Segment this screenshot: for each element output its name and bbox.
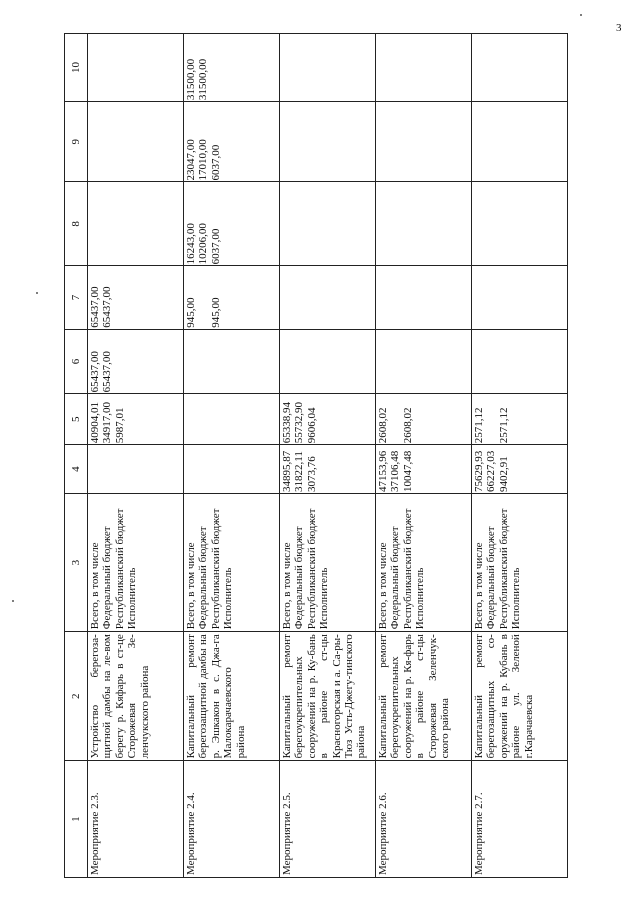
amount-cell-c8 (472, 182, 568, 266)
amount-value (402, 35, 414, 100)
amount-value (293, 183, 305, 264)
funding-sources (472, 493, 568, 631)
amount-value (281, 267, 293, 327)
amount-value (126, 331, 138, 393)
amount-value (402, 331, 414, 393)
amount-cell-c7 (376, 266, 472, 329)
amount-value: 31822,11 (293, 451, 306, 492)
amount-value: 2571,12 (473, 407, 485, 444)
amount-cell-c8 (376, 182, 472, 266)
column-number: 6 (65, 329, 88, 394)
funding-source-label: Республиканский бюджет (305, 508, 318, 630)
amount-value (293, 35, 305, 100)
measure-row (88, 34, 184, 878)
amount-value (126, 103, 138, 180)
amount-value: 2608,02 (377, 407, 389, 444)
amount-value (114, 331, 126, 393)
amount-cell-c8 (88, 182, 184, 266)
amount-value (185, 331, 197, 393)
funding-source-label: Исполнитель (318, 567, 331, 630)
amount-value (293, 103, 305, 180)
amount-value: 75629,93 (473, 450, 485, 492)
amount-value (293, 267, 305, 327)
amount-cell-c4 (280, 445, 376, 494)
amount-value: 34917,00 (101, 402, 114, 444)
column-number: 8 (65, 182, 88, 266)
amount-value: 5987,01 (113, 407, 126, 444)
amount-value (210, 446, 222, 492)
amount-value (473, 35, 485, 100)
amount-value (114, 446, 126, 492)
measure-name: Капитальный ремонт берегоукрепительных сооружений на р. Ку-бань в районе ст-цы Красногорская и а. Са-ры-Тюз Усть-Джегу-тинского района (280, 632, 376, 761)
amount-cell-c10 (376, 34, 472, 102)
amount-value (197, 267, 209, 327)
amount-cell-c6 (376, 329, 472, 394)
amount-value (510, 183, 522, 264)
amount-cell-c10 (280, 34, 376, 102)
amount-value (389, 267, 401, 327)
amount-cell-c5 (472, 394, 568, 445)
amount-value (222, 103, 234, 180)
amount-value (510, 103, 522, 180)
amount-value (281, 35, 293, 100)
amount-value: 65437,00 (89, 286, 101, 328)
funding-source-label: Федеральный бюджет (389, 526, 402, 630)
amount-value (485, 183, 497, 264)
column-number: 4 (65, 445, 88, 494)
amount-value (414, 395, 426, 443)
amount-cell-c4 (472, 445, 568, 494)
amount-value (377, 35, 389, 100)
amount-value (101, 446, 113, 492)
amount-value (126, 395, 138, 443)
amount-value: 34895,87 (281, 450, 293, 492)
amount-value (377, 183, 389, 264)
amount-cell-c6 (280, 329, 376, 394)
amount-value: 945,00 (209, 297, 222, 328)
amount-value (414, 331, 426, 393)
column-number: 2 (65, 632, 88, 761)
funding-sources (376, 493, 472, 631)
amount-cell-c10 (184, 34, 280, 102)
amount-value (89, 183, 101, 264)
amount-value (222, 35, 234, 100)
amount-value (222, 395, 234, 443)
column-number: 9 (65, 102, 88, 182)
amount-value (306, 103, 318, 180)
amount-value (210, 395, 222, 443)
funding-source-label: Всего, в том числе (473, 542, 485, 630)
amount-value (498, 35, 510, 100)
amount-value (414, 183, 426, 264)
measure-name: Устройство берегоза-щитной дамбы на ле-вом берегу р. Кяфарь в ст-це Сторожевая Зе-ленчукского района (88, 632, 184, 761)
funding-sources (88, 493, 184, 631)
amount-cell-c10 (88, 34, 184, 102)
measure-id: Мероприятие 2.5. (280, 761, 376, 878)
amount-value (126, 446, 138, 492)
amount-value (510, 35, 522, 100)
amount-cell-c9 (88, 102, 184, 182)
page-number: 3 (616, 22, 622, 34)
funding-source-label: Федеральный бюджет (293, 526, 306, 630)
amount-value (318, 446, 330, 492)
amount-value (473, 331, 485, 393)
funding-source-label: Федеральный бюджет (197, 526, 210, 630)
amount-value (485, 395, 497, 443)
amount-value (210, 35, 222, 100)
amount-value (414, 267, 426, 327)
amount-cell-c6 (472, 329, 568, 394)
amount-value (510, 331, 522, 393)
amount-value (293, 331, 305, 393)
amount-value (210, 331, 222, 393)
amount-cell-c4 (88, 445, 184, 494)
amount-value: 10047,48 (401, 450, 414, 492)
amount-cell-c8 (280, 182, 376, 266)
amount-value (197, 331, 209, 393)
amount-value (126, 183, 138, 264)
amount-value (318, 35, 330, 100)
amount-value (473, 103, 485, 180)
funding-source-label: Исполнитель (510, 567, 523, 630)
amount-value (318, 103, 330, 180)
amount-value (281, 183, 293, 264)
amount-value (185, 446, 197, 492)
amount-value (114, 103, 126, 180)
column-number: 5 (65, 394, 88, 445)
amount-value (414, 446, 426, 492)
amount-value: 47153,96 (377, 450, 389, 492)
amount-value (414, 35, 426, 100)
amount-value (485, 267, 497, 327)
amount-cell-c10 (472, 34, 568, 102)
amount-value (126, 35, 138, 100)
funding-source-label: Всего, в том числе (281, 542, 293, 630)
amount-cell-c7 (88, 266, 184, 329)
amount-cell-c9 (376, 102, 472, 182)
funding-source-label: Всего, в том числе (377, 542, 389, 630)
amount-value (222, 331, 234, 393)
amount-value: 40904,01 (89, 402, 101, 444)
funding-sources (184, 493, 280, 631)
amount-cell-c8 (184, 182, 280, 266)
amount-value (485, 103, 497, 180)
funding-source-label: Федеральный бюджет (101, 526, 114, 630)
amount-value (318, 267, 330, 327)
amount-value (281, 103, 293, 180)
amount-value (510, 395, 522, 443)
amount-value (101, 103, 113, 180)
amount-value: 31500,00 (197, 58, 210, 101)
amount-value (197, 395, 209, 443)
amount-value: 3073,76 (305, 456, 318, 492)
amount-value (281, 331, 293, 393)
amount-cell-c9 (280, 102, 376, 182)
amount-value (377, 331, 389, 393)
amount-value (89, 35, 101, 100)
amount-value (485, 35, 497, 100)
budget-table (64, 33, 568, 878)
amount-value: 9606,04 (305, 407, 318, 444)
amount-value: 2608,02 (401, 407, 414, 444)
amount-cell-c7 (184, 266, 280, 329)
amount-cell-c9 (184, 102, 280, 182)
funding-source-label: Республиканский бюджет (209, 508, 222, 630)
amount-value (89, 103, 101, 180)
amount-value: 65338,94 (281, 402, 293, 444)
funding-source-label: Республиканский бюджет (401, 508, 414, 630)
amount-value: 2571,12 (497, 407, 510, 444)
measure-row (184, 34, 280, 878)
amount-value: 55732,90 (293, 402, 306, 444)
amount-cell-c5 (280, 394, 376, 445)
amount-value (101, 183, 113, 264)
measure-row (280, 34, 376, 878)
scan-speck (12, 600, 14, 602)
amount-value (126, 267, 138, 327)
funding-source-label: Республиканский бюджет (113, 508, 126, 630)
amount-cell-c4 (184, 445, 280, 494)
amount-value: 66227,03 (485, 450, 498, 492)
funding-source-label: Всего, в том числе (89, 542, 101, 630)
amount-value (114, 267, 126, 327)
funding-source-label: Исполнитель (414, 567, 427, 630)
measure-name: Капитальный ремонт берегозащитных со-оружений на р. Кубань в районе ул. Зеленой г.Карачаевска (472, 632, 568, 761)
amount-value (306, 35, 318, 100)
amount-value: 23047,00 (185, 139, 197, 181)
amount-value (498, 103, 510, 180)
amount-value (222, 183, 234, 264)
amount-cell-c5 (184, 394, 280, 445)
scan-speck (580, 14, 582, 16)
amount-value (402, 183, 414, 264)
amount-value (389, 395, 401, 443)
amount-cell-c5 (376, 394, 472, 445)
amount-value (222, 446, 234, 492)
amount-value (114, 183, 126, 264)
amount-cell-c9 (472, 102, 568, 182)
amount-cell-c5 (88, 394, 184, 445)
funding-source-label: Исполнитель (126, 567, 139, 630)
amount-value: 31500,00 (185, 58, 197, 101)
budget-table-sheet (64, 33, 630, 878)
amount-value (377, 103, 389, 180)
funding-source-label: Федеральный бюджет (485, 526, 498, 630)
amount-value (473, 267, 485, 327)
column-number: 10 (65, 34, 88, 102)
amount-value (402, 267, 414, 327)
measure-id: Мероприятие 2.3. (88, 761, 184, 878)
amount-value: 65437,00 (89, 351, 101, 393)
measure-id: Мероприятие 2.7. (472, 761, 568, 878)
amount-value: 945,00 (185, 297, 197, 328)
amount-value (389, 183, 401, 264)
amount-value (222, 267, 234, 327)
funding-source-label: Всего, в том числе (185, 542, 197, 630)
table-body (65, 34, 568, 878)
funding-source-label: Республиканский бюджет (497, 508, 510, 630)
measure-id: Мероприятие 2.6. (376, 761, 472, 878)
amount-value (510, 446, 522, 492)
amount-value (510, 267, 522, 327)
amount-value: 10206,00 (197, 223, 210, 265)
measure-name: Капитальный ремонт берегозащитной дамбы на р. Эшкакон в с. Джа-га Малокарачаевского района (184, 632, 280, 761)
column-number: 1 (65, 761, 88, 878)
amount-value: 9402,91 (497, 456, 510, 492)
amount-value: 16243,00 (185, 223, 197, 265)
column-number: 3 (65, 493, 88, 631)
amount-value: 37106,48 (389, 450, 402, 492)
amount-value (101, 35, 113, 100)
amount-cell-c6 (88, 329, 184, 394)
column-number-row (65, 34, 88, 878)
amount-value (498, 267, 510, 327)
measure-row (472, 34, 568, 878)
amount-value (89, 446, 101, 492)
amount-cell-c7 (280, 266, 376, 329)
amount-value (306, 331, 318, 393)
rotated-table-area (64, 33, 630, 878)
amount-value (318, 331, 330, 393)
amount-value (114, 35, 126, 100)
amount-value: 6037,00 (209, 228, 222, 265)
amount-value (389, 35, 401, 100)
measure-name: Капитальный ремонт берегоукрепительных сооружений на р. Кя-фарь в районе ст-цы Сторожевая Зеленчук-ского района (376, 632, 472, 761)
amount-value (473, 183, 485, 264)
measure-row (376, 34, 472, 878)
amount-cell-c7 (472, 266, 568, 329)
amount-value (389, 103, 401, 180)
amount-value (377, 267, 389, 327)
measure-id: Мероприятие 2.4. (184, 761, 280, 878)
amount-value: 65437,00 (101, 351, 114, 393)
amount-value: 6037,00 (209, 144, 222, 181)
amount-value (498, 183, 510, 264)
amount-value: 65437,00 (101, 286, 114, 328)
amount-value (306, 183, 318, 264)
amount-cell-c4 (376, 445, 472, 494)
amount-value: 17010,00 (197, 139, 210, 181)
funding-sources (280, 493, 376, 631)
scan-speck (36, 292, 38, 294)
column-number: 7 (65, 266, 88, 329)
amount-value (318, 395, 330, 443)
amount-value (389, 331, 401, 393)
amount-value (498, 331, 510, 393)
funding-source-label: Исполнитель (222, 567, 235, 630)
amount-cell-c6 (184, 329, 280, 394)
amount-value (402, 103, 414, 180)
amount-value (306, 267, 318, 327)
amount-value (318, 183, 330, 264)
amount-value (197, 446, 209, 492)
amount-value (414, 103, 426, 180)
amount-value (185, 395, 197, 443)
amount-value (485, 331, 497, 393)
